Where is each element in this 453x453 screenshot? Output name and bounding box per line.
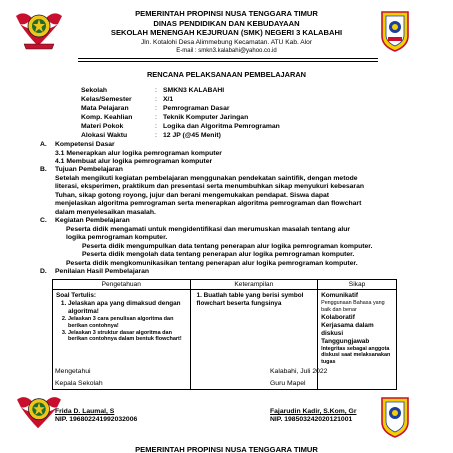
meta-row [81, 114, 280, 123]
column-header: Keterampilan [190, 280, 318, 290]
table-header-row [53, 280, 397, 290]
meta-key: Alokasi Waktu [81, 131, 128, 139]
meta-row [81, 105, 280, 114]
meta-row [81, 87, 280, 96]
objective-line: Tuhan, sikap gotong royong, jujur dan berani mengemukakan pendapat. Siswa dapat [55, 191, 330, 199]
activity-line: Peserta didik mengolah data tentang penerapan alur logika pemrograman komputer. [82, 251, 355, 258]
meta-sep: : [155, 95, 157, 103]
header-email: E-mail : smkn3.kalabahi@yahoo.co.id [176, 48, 277, 54]
right-nip: NIP. 198503242020121001 [270, 416, 353, 423]
place-date: Kalabahi, Juli 2022 [270, 368, 328, 375]
header-line-1: PEMERINTAH PROPINSI NUSA TENGGARA TIMUR [135, 9, 318, 18]
ntt-province-emblem-icon [14, 392, 64, 434]
identity-block [81, 87, 280, 140]
meta-key: Mata Pelajaran [81, 104, 129, 112]
header-divider [78, 58, 378, 59]
meta-row [81, 96, 280, 105]
objective-line: dalam menyelesaikan masalah. [55, 208, 156, 216]
activity-line: Peserta didik mengkomunikasikan tentang penerapan alur logika pemrograman komputer. [66, 259, 358, 267]
section-c-title: Kegiatan Pembelajaran [55, 217, 130, 224]
knowledge-list [56, 300, 187, 343]
list-item: 2. Jelaskan 3 cara penulisan algoritma dan berikan contohnya! [68, 316, 187, 330]
meta-sep: : [155, 131, 157, 139]
meta-key: Sekolah [81, 87, 108, 94]
list-item: 1. Jelaskan apa yang dimaksud dengan algoritma! [68, 300, 187, 316]
assessment-table [52, 279, 397, 390]
left-name: Frida D. Laumal, S [55, 408, 115, 415]
meta-sep: : [155, 122, 157, 130]
section-d-title: Penilaian Hasil Pembelajaran [55, 268, 150, 275]
column-header: Pengetahuan [53, 280, 191, 290]
right-caption: Guru Mapel [270, 380, 306, 387]
column-header: Sikap [318, 280, 397, 290]
section-d-label: D. [40, 268, 47, 275]
meta-value: 12 JP (@45 Menit) [163, 131, 221, 139]
meta-value: Pemrograman Dasar [163, 104, 230, 112]
skill-text: 1. Buatlah table yang berisi symbol flowchart beserta fungsinya [196, 292, 304, 307]
attitude-item: Tanggungjawab [321, 337, 370, 345]
smkn3-school-emblem-icon [380, 396, 410, 438]
left-caption: Kepala Sekolah [55, 380, 103, 387]
table-row [53, 290, 397, 390]
knowledge-title: Soal Tertulis: [56, 292, 97, 299]
meta-key: Materi Pokok [81, 122, 124, 130]
meta-value: Teknik Komputer Jaringan [163, 113, 249, 121]
meta-row [81, 132, 280, 141]
meta-row [81, 123, 280, 132]
meta-key: Komp. Keahlian [81, 113, 133, 121]
header-divider-thin [78, 61, 378, 62]
attitude-item: Integritas sebagai anggota diskusi saat melaksanakan tugas [321, 345, 391, 366]
left-nip: NIP. 196802241992032006 [55, 416, 138, 423]
meta-sep: : [155, 87, 157, 94]
section-a-title: Kompetensi Dasar [55, 141, 115, 148]
footer-text: PEMERINTAH PROPINSI NUSA TENGGARA TIMUR [135, 445, 318, 453]
header-line-2: DINAS PENDIDIKAN DAN KEBUDAYAAN [153, 18, 300, 28]
section-c-label: C. [40, 217, 47, 224]
list-item: 3. Jelaskan 3 struktur dasar algoritma dan berikan contohnya dalam bentuk flowchart! [68, 330, 187, 344]
meta-value: SMKN3 KALABAHI [163, 87, 225, 94]
objective-line: literasi, eksperimen, praktikum dan presentasi serta menumbuhkan sikap menyukuri kebesaran [55, 183, 365, 190]
document-title: RENCANA PELAKSANAAN PEMBELAJARAN [146, 70, 307, 79]
attitude-item: Kerjasama dalam diskusi [321, 321, 374, 337]
meta-value: Logika dan Algoritma Pemrograman [163, 122, 280, 130]
section-b-label: B. [40, 166, 47, 173]
objective-line: menjelaskan algoritma pemrograman serta menerapkan algoritma pemrograman dan flowchart [55, 200, 362, 207]
header-line-3: SEKOLAH MENENGAH KEJURUAN (SMK) NEGERI 3 KALABAHI [110, 28, 343, 37]
attitude-item: Komunikatif [321, 292, 359, 299]
right-name: Fajarudin Kadir, S.Kom, Gr [270, 408, 357, 415]
attitude-item: Penggunaan Bahasa yang baik dan benar [321, 300, 385, 313]
section-a-label: A. [40, 141, 47, 148]
left-caption: Mengetahui [55, 368, 91, 375]
meta-key: Kelas/Semester [81, 95, 132, 103]
competency-item: 3.1 Menerapkan alur logika pemrograman komputer [55, 149, 222, 157]
competency-item: 4.1 Membuat alur logika pemrograman komputer [55, 158, 213, 165]
section-b-title: Tujuan Pembelajaran [55, 166, 123, 173]
objective-line: Setelah mengikuti kegiatan pembelajaran menggunakan pendekatan saintifik, dengan metode [55, 174, 358, 182]
header-address: Jln. Kotalohi Desa Alimmebung Kecamatan. ATU Kab. Alor [140, 39, 313, 46]
attitude-item: Kolaboratif [321, 313, 355, 321]
meta-sep: : [155, 104, 157, 112]
meta-value: X/1 [163, 95, 174, 103]
meta-sep: : [155, 113, 157, 121]
attitude-cell [318, 290, 397, 390]
activity-line: Peserta didik mengamati untuk mengidentifikasi dan merumuskan masalah tentang alur [66, 225, 351, 233]
activity-line: Peserta didik mengumpulkan data tentang penerapan alur logika pemrograman komputer. [82, 242, 373, 250]
activity-line: logika pemrograman komputer. [66, 234, 168, 241]
